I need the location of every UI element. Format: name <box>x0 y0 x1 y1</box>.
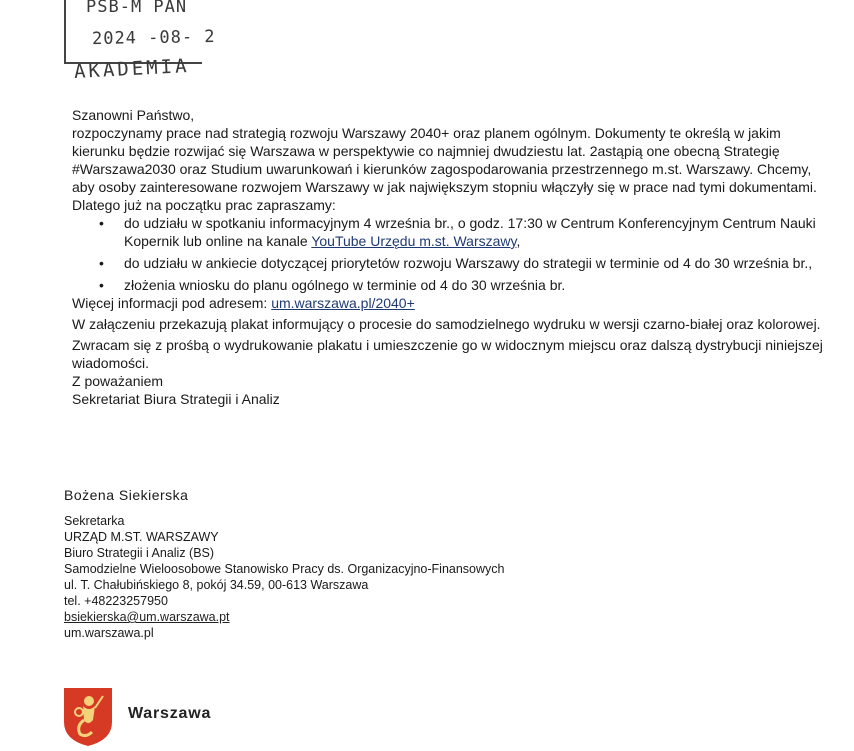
invitation-list <box>72 214 832 294</box>
request-paragraph: Zwracam się z prośbą o wydrukowanie plakatu i umieszczenie go w widocznym miejscu oraz dalszą dystrybucji niniejszej wiadomości. <box>72 337 823 371</box>
stamp-date: 2024 -08- 2 <box>91 26 216 50</box>
greeting: Szanowni Państwo, <box>72 107 195 123</box>
warsaw-coat-of-arms-icon <box>62 686 114 748</box>
bureau-name: Biuro Strategii i Analiz (BS) <box>64 546 215 560</box>
letter-body <box>72 106 832 408</box>
list-item <box>72 254 832 272</box>
email-link[interactable]: bsiekierska@um.warszawa.pt <box>64 610 230 624</box>
more-info-label: Więcej informacji pod adresem: <box>72 295 272 311</box>
list-item <box>72 214 832 250</box>
attachment-paragraph: W załączeniu przekazują plakat informujący o procesie do samodzielnego wydruku w wersji czarno-białej oraz kolorowej. <box>72 316 821 332</box>
stamp-institution: AKADEMIA <box>73 54 191 84</box>
office-name: URZĄD M.ST. WARSZAWY <box>64 530 219 544</box>
website-text: um.warszawa.pl <box>64 626 154 640</box>
list-item <box>72 276 832 294</box>
email-signature <box>64 487 584 641</box>
bullet-text-end: , <box>516 233 521 249</box>
office-address: ul. T. Chałubińskiego 8, pokój 34.59, 00-613 Warszawa <box>64 578 369 592</box>
received-stamp <box>62 0 262 90</box>
bullet-icon: • <box>99 215 104 231</box>
bullet-text: do udziału w spotkaniu informacyjnym 4 września br., o godz. 17:30 w Centrum Konferencyjnym Centrum Nauki Kopernik lub online na kanale <box>124 215 816 249</box>
stamp-office-code: PSB-M PAN <box>86 0 188 17</box>
bullet-text: do udziału w ankiecie dotyczącej priorytetów rozwoju Warszawy do strategii w terminie od 4 do 30 września br., <box>124 255 813 271</box>
more-info-line <box>72 294 832 312</box>
phone-number: tel. +48223257950 <box>64 594 168 608</box>
bullet-text: złożenia wniosku do planu ogólnego w terminie od 4 do 30 września br. <box>124 277 566 293</box>
signer-name: Bożena Siekierska <box>64 487 189 503</box>
bullet-icon: • <box>99 277 104 293</box>
strategy-page-link[interactable]: um.warszawa.pl/2040+ <box>271 295 415 311</box>
bullet-icon: • <box>99 255 104 271</box>
signer-title: Sekretarka <box>64 514 125 528</box>
closing: Z poważaniem <box>72 373 164 389</box>
intro-paragraph: rozpoczynamy prace nad strategią rozwoju Warszawy 2040+ oraz planem ogólnym. Dokumenty te określą w jakim kierunku będzie rozwijać się Warszawa w perspektywie co najmniej dwudziestu lat. 2astąpią one obecną Strategię #Warszawa2030 oraz Studium uwarunkowań i kierunków zagospodarowania przestrzennego m.st. Warszawy. Chcemy, aby osoby zainteresowane rozwojem Warszawy w jak największym stopniu włączyły się w prace nad tymi dokumentami. Dlatego już na początku prac zapraszamy: <box>72 125 817 213</box>
position-name: Samodzielne Wieloosobowe Stanowisko Pracy ds. Organizacyjno-Finansowych <box>64 562 505 576</box>
city-name: Warszawa <box>128 705 212 722</box>
sender: Sekretariat Biura Strategii i Analiz <box>72 391 280 407</box>
youtube-channel-link[interactable]: YouTube Urzędu m.st. Warszawy <box>311 233 517 249</box>
